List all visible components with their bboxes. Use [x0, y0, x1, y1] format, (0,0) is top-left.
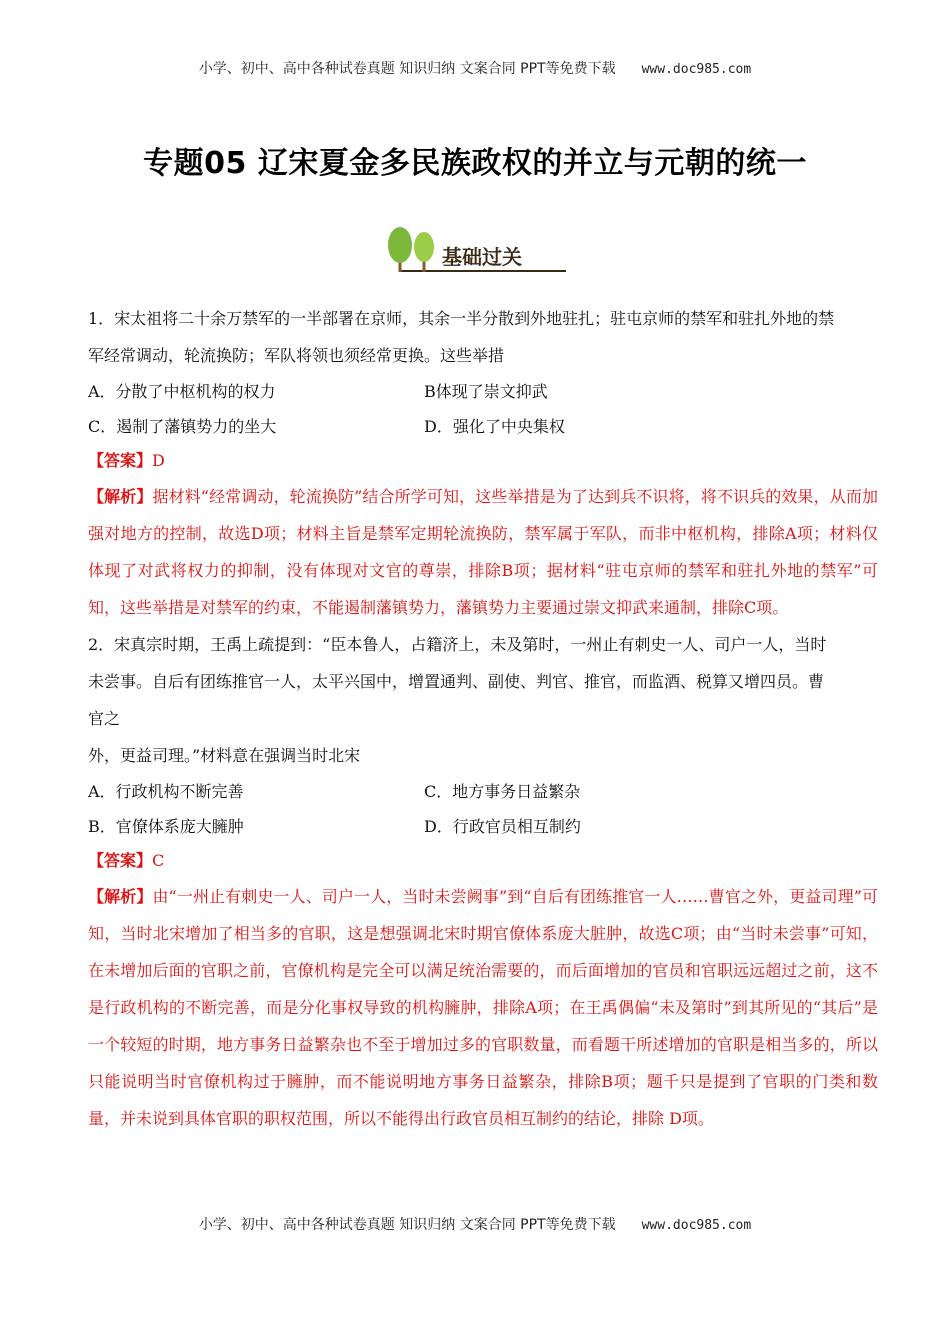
option-row	[88, 409, 878, 444]
option-d: D．强化了中央集权	[424, 417, 565, 436]
footer-site-link[interactable]: www.doc985.com	[641, 1218, 752, 1233]
analysis-tag: 【解析】	[88, 887, 153, 906]
question-1	[88, 300, 878, 626]
question-stem-line: 1．宋太祖将二十余万禁军的一半部署在京师，其余一半分散到外地驻扎；驻屯京师的禁军和驻扎外地的禁	[88, 309, 835, 328]
option-a: A．分散了中枢机构的权力	[88, 382, 276, 401]
option-d: D．行政官员相互制约	[424, 817, 581, 836]
page-title: 专题05 辽宋夏金多民族政权的并立与元朝的统一	[143, 146, 807, 181]
option-c: C．地方事务日益繁杂	[424, 782, 581, 801]
question-stem-line: 官之	[88, 709, 121, 728]
option-b: B体现了崇文抑武	[424, 382, 548, 401]
answer-tag: 【答案】	[88, 851, 153, 870]
answer-line	[88, 844, 878, 878]
analysis-text: 据材料“经常调动，轮流换防”结合所学可知，这些举措是为了达到兵不识将，将不识兵的效果，从而加强对地方的控制，故选D项；材料主旨是禁军定期轮流换防，禁军属于军队，而非中枢机构，排除A项；材料仅体现了对武将权力的抑制，没有体现对文官的尊崇，排除B项；据材料“驻屯京师的禁军和驻扎外地的禁军”可知，这些举措是对禁军的约束，不能遏制藩镇势力，藩镇势力主要通过崇文抑武来通制，排除C项。	[88, 487, 878, 617]
analysis-block	[88, 478, 878, 626]
section-badge	[380, 225, 570, 279]
option-a: A．行政机构不断完善	[88, 782, 244, 801]
option-c: C．遏制了藩镇势力的坐大	[88, 417, 277, 436]
answer-value: C	[152, 851, 165, 870]
option-row	[88, 774, 878, 809]
question-stem-line: 军经常调动，轮流换防；军队将领也须经常更换。这些举措	[88, 346, 505, 365]
footer-text: 小学、初中、高中各种试卷真题 知识归纳 文案合同 PPT等免费下载	[198, 1217, 616, 1233]
answer-tag: 【答案】	[88, 451, 153, 470]
header-site-link[interactable]: www.doc985.com	[641, 62, 752, 77]
analysis-block	[88, 878, 878, 1137]
question-list	[88, 300, 878, 1137]
answer-value: D	[152, 451, 165, 470]
analysis-tag: 【解析】	[88, 487, 153, 506]
option-row	[88, 809, 878, 844]
question-stem-line: 外，更益司理。”材料意在强调当时北宋	[88, 746, 361, 765]
question-stem-line: 2．宋真宗时期，王禹上疏提到：“臣本鲁人，占籍济上，未及第时，一州止有刺史一人、司户一人，当时	[88, 635, 827, 654]
page-header	[0, 58, 950, 78]
page-footer	[0, 1214, 950, 1234]
header-text: 小学、初中、高中各种试卷真题 知识归纳 文案合同 PPT等免费下载	[198, 61, 616, 77]
section-badge-label: 基础过关	[442, 245, 522, 269]
option-row	[88, 374, 878, 409]
question-stem-line: 未尝事。自后有团练推官一人，太平兴国中，增置通判、副使、判官、推官，而监酒、税算又增四员。曹	[88, 672, 825, 691]
option-b: B．官僚体系庞大臃肿	[88, 817, 244, 836]
question-2	[88, 626, 878, 1137]
analysis-text: 由“一州止有刺史一人、司户一人，当时未尝阙事”到“自后有团练推官一人……曹官之外，更益司理”可知，当时北宋增加了相当多的官职，这是想强调北宋时期官僚体系庞大脏肿，故选C项；由“当时未尝事”可知，在未增加后面的官职之前，官僚机构是完全可以满足统治需要的，而后面增加的官员和官职远远超过之前，这不是行政机构的不断完善，而是分化事权导致的机构臃肿，排除A项；在王禹偶偏“未及第时”到其所见的“其后”是一个较短的时期，地方事务日益繁杂也不至于增加过多的官职数量，而看题干所述增加的官职是相当多的，所以只能说明当时官僚机构过于臃肿，而不能说明地方事务日益繁杂，排除B项；题千只是提到了官职的门类和数量，并未说到具体官职的职权范围，所以不能得出行政官员相互制约的结论，排除 D项。	[88, 887, 878, 1128]
answer-line	[88, 444, 878, 478]
